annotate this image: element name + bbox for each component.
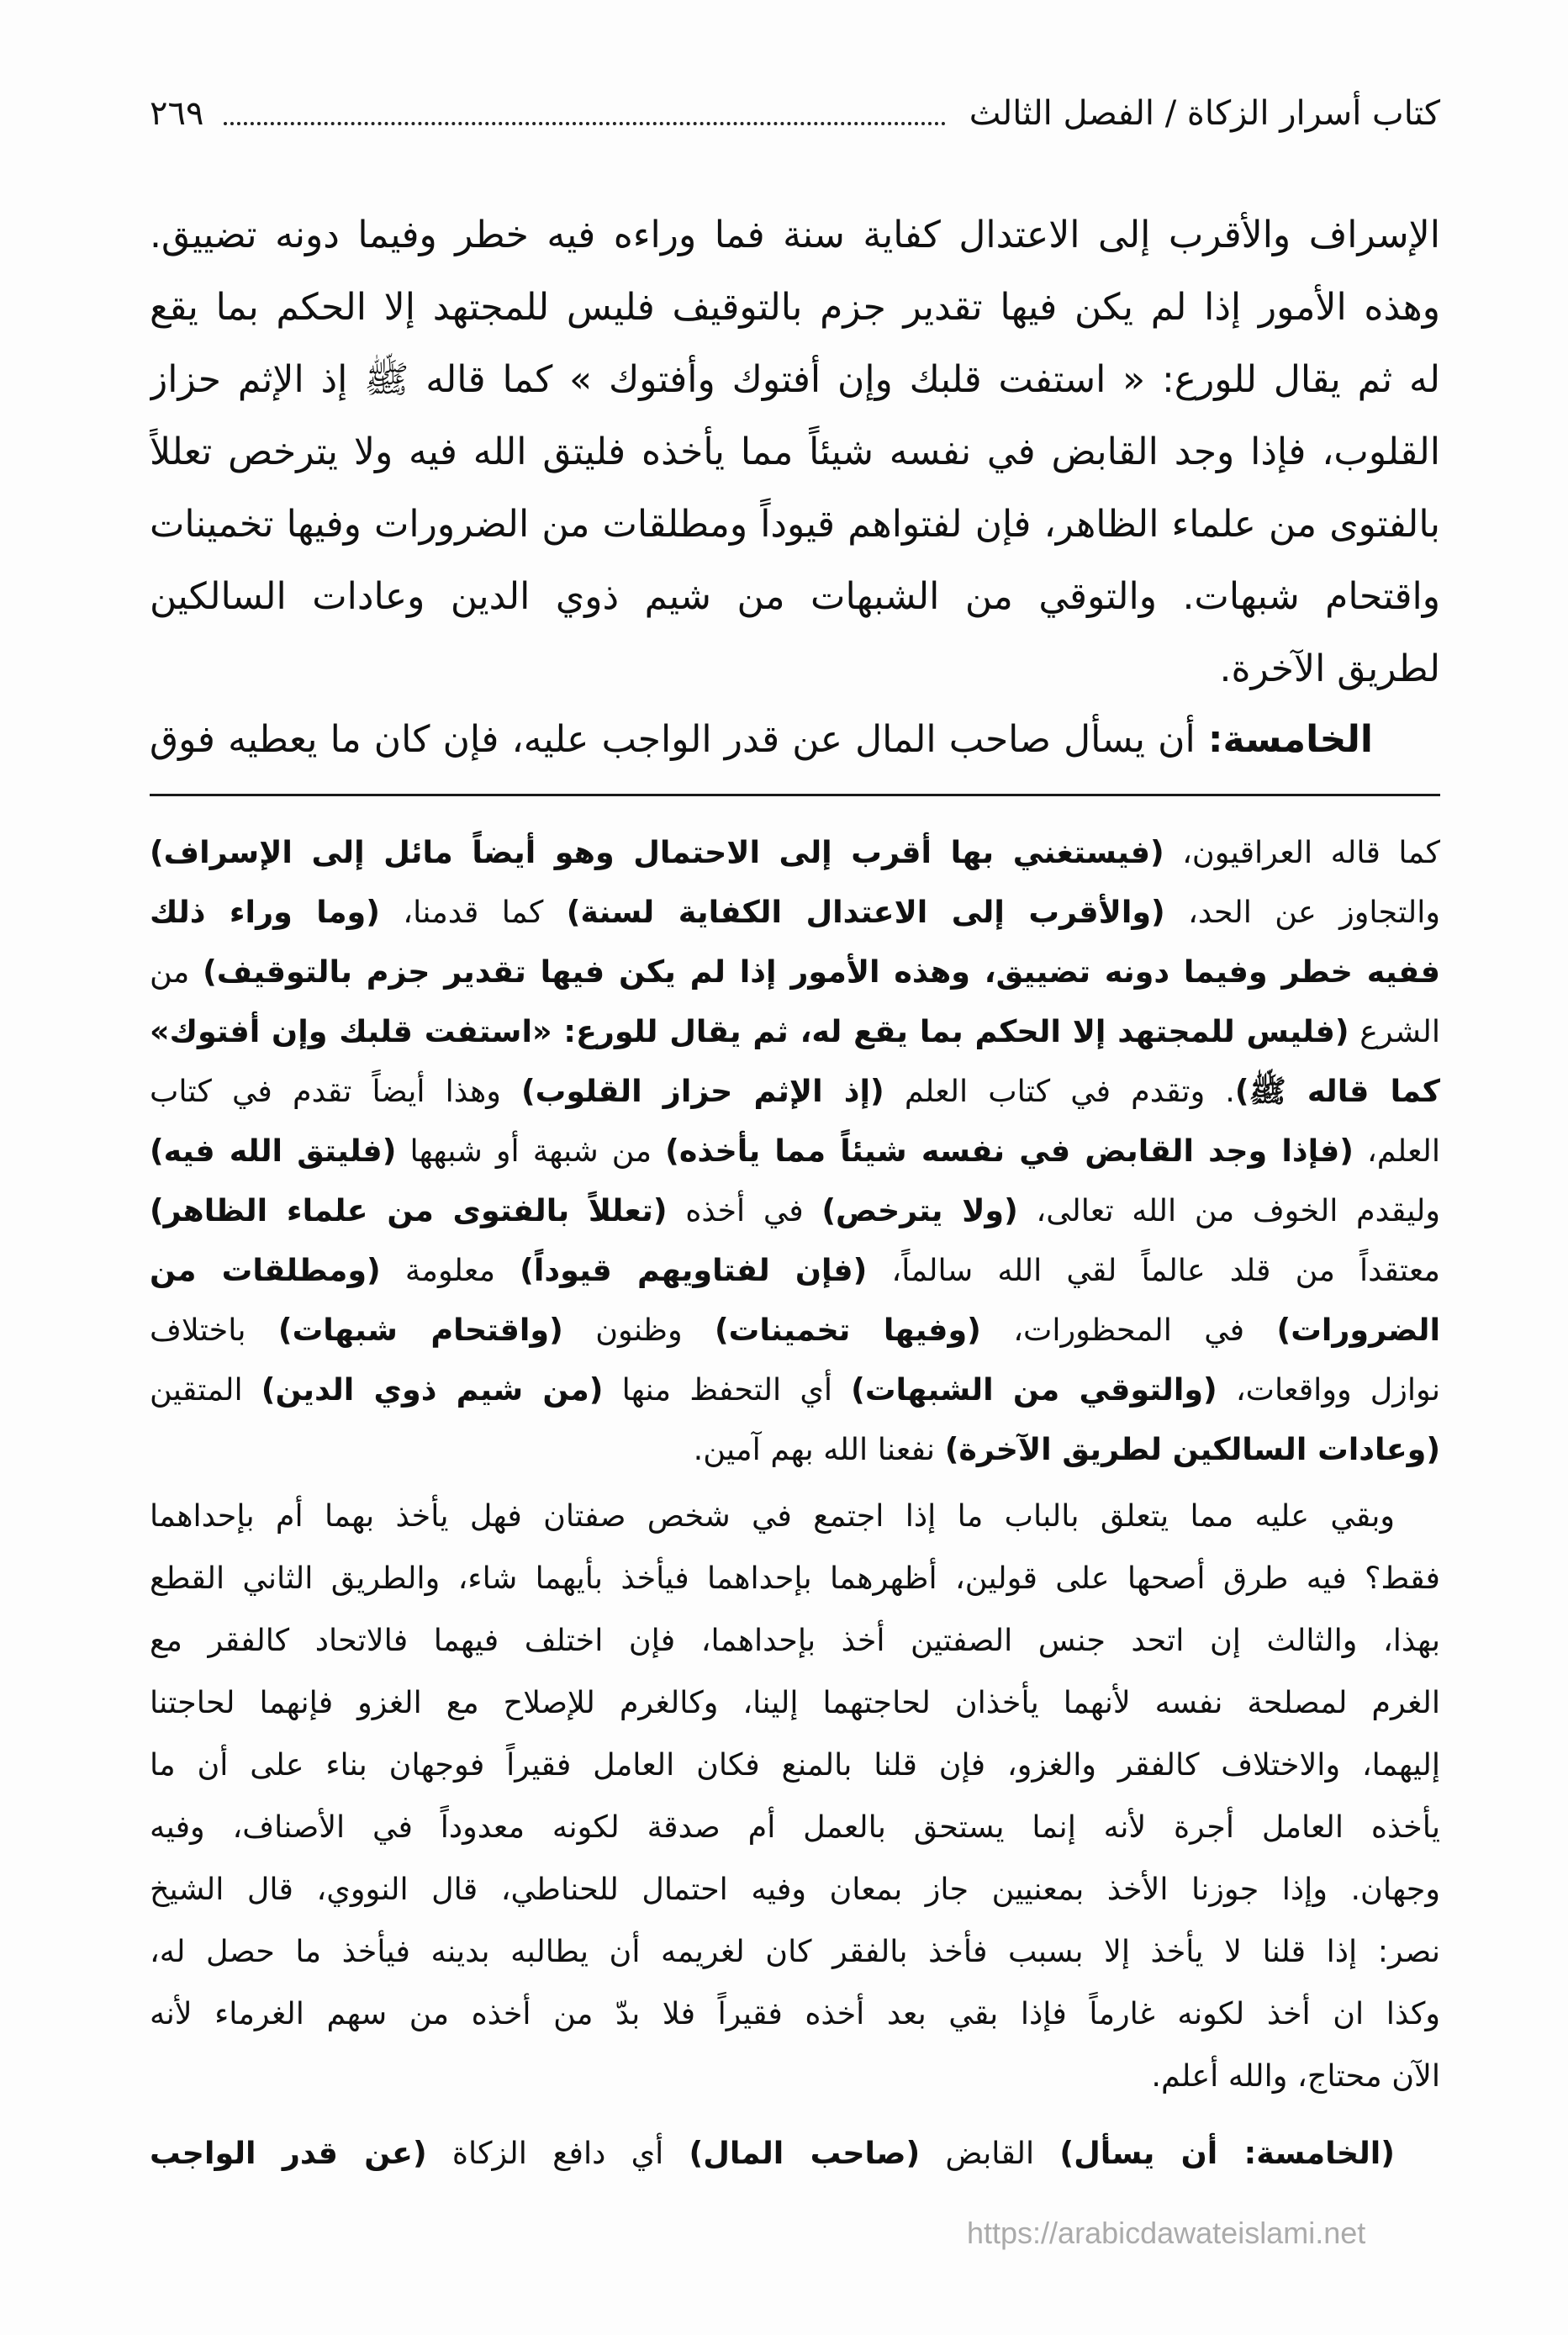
- bold-quoted-text: (فليس للمجتهد إلا الحكم بما يقع له، ثم يقال للورع: «استفت قلبك وإن أفتوك»: [150, 1013, 1349, 1049]
- bold-quoted-text: (من شيم ذوي الدين): [261, 1371, 604, 1408]
- commentary-paragraph: [150, 822, 1440, 1479]
- bold-quoted-text: (فإذا وجد القابض في نفسه شيئاً مما يأخذه): [665, 1133, 1354, 1169]
- text-line: [150, 561, 1440, 633]
- text-segment: نصر: إذا قلنا لا يأخذ إلا بسبب فأخذ بالفقر كان لغريمه أن يطالبه بدينه فيأخذ ما حصل له،: [150, 1933, 1440, 1969]
- footnote-separator: [150, 794, 1440, 796]
- text-line: [150, 2122, 1440, 2184]
- text-line: [150, 1609, 1440, 1672]
- bold-quoted-text: (صاحب المال): [689, 2135, 921, 2171]
- text-line: [150, 704, 1440, 776]
- text-line: [150, 416, 1440, 489]
- text-line: [150, 1547, 1440, 1609]
- text-line: [150, 1796, 1440, 1858]
- text-line: [150, 2045, 1440, 2107]
- text-line: [150, 1001, 1440, 1061]
- text-segment: القلوب، فإذا وجد القابض في نفسه شيئاً مما يأخذه فليتق الله فيه ولا يترخص تعللاً: [150, 431, 1440, 473]
- text-segment: بالفتوى من علماء الظاهر، فإن لفتواهم قيوداً ومطلقات من الضرورات وفيها تخمينات: [150, 503, 1440, 546]
- text-segment: من: [150, 954, 203, 990]
- main-paragraph: [150, 704, 1440, 776]
- text-line: [150, 272, 1440, 344]
- text-segment: بهذا، والثالث إن اتحد جنس الصفتين أخذ بإحداهما، فإن اختلف فيهما فالاتحاد كالفقر مع: [150, 1622, 1440, 1658]
- text-line: [150, 489, 1440, 561]
- text-segment: وكذا ان أخذ لكونه غارماً فإذا بقي بعد أخذه فقيراً فلا بدّ من أخذه من سهم الغرماء لأنه: [150, 1995, 1440, 2031]
- bold-quoted-text: كما قاله ﷺ): [1234, 1073, 1440, 1109]
- bold-quoted-text: (وما وراء ذلك: [150, 894, 380, 930]
- running-header: [150, 84, 1440, 143]
- text-segment: . وتقدم في كتاب العلم: [884, 1073, 1235, 1109]
- bold-quoted-text: (الخامسة: أن يسأل): [1059, 2135, 1395, 2171]
- bold-quoted-text: الضرورات): [1276, 1312, 1440, 1348]
- text-segment: الشرع: [1349, 1013, 1440, 1049]
- bold-quoted-text: (تعللاً بالفتوى من علماء الظاهر): [150, 1192, 668, 1228]
- text-segment: فقط؟ فيه طرق أصحها على قولين، أظهرهما بإحداهما فيأخذ بأيهما شاء، والطريق الثاني القطع: [150, 1560, 1440, 1596]
- text-segment: نفعنا الله بهم آمين.: [693, 1431, 945, 1467]
- text-line: [150, 1121, 1440, 1181]
- bold-quoted-text: (عن قدر الواجب: [150, 2135, 427, 2171]
- text-segment: وهذا أيضاً تقدم في كتاب: [150, 1073, 521, 1109]
- text-line: [150, 1181, 1440, 1240]
- text-line: [150, 344, 1440, 416]
- text-line: [150, 1485, 1440, 1547]
- commentary-paragraph: [150, 1485, 1440, 2107]
- text-segment: كما قدمنا،: [379, 894, 567, 930]
- text-segment: وظنون: [562, 1312, 715, 1348]
- bold-quoted-text: (واقتحام شبهات): [277, 1312, 563, 1348]
- text-line: [150, 1858, 1440, 1920]
- text-line: [150, 633, 1440, 705]
- watermark-url: https://arabicdawateislami.net: [967, 2216, 1366, 2250]
- bold-quoted-text: ففيه خطر وفيما دونه تضييق، وهذه الأمور إذا لم يكن فيها تقدير جزم بالتوقيف): [203, 954, 1440, 990]
- text-segment: معلومة: [380, 1252, 520, 1288]
- text-segment: إليهما، والاختلاف كالفقر والغزو، فإن قلنا بالمنع فكان العامل فقيراً فوجهان بناء على أن ما: [150, 1746, 1440, 1783]
- text-line: [150, 1983, 1440, 2045]
- bold-quoted-text: (والأقرب إلى الاعتدال الكفاية لسنة): [566, 894, 1165, 930]
- text-segment: المتقين: [150, 1371, 261, 1408]
- text-segment: وهذه الأمور إذا لم يكن فيها تقدير جزم بالتوقيف فليس للمجتهد إلا الحكم بما يقع: [150, 286, 1440, 329]
- text-line: [150, 1240, 1440, 1300]
- text-segment: الغرم لمصلحة نفسه لأنهما يأخذان لحاجتهما إلينا، وكالغرم للإصلاح مع الغزو فإنهما لحاجتنا: [150, 1684, 1440, 1720]
- text-line: [150, 199, 1440, 272]
- commentary-paragraph: [150, 2122, 1440, 2184]
- text-line: [150, 1061, 1440, 1121]
- text-segment: باختلاف: [150, 1312, 278, 1348]
- chapter-title: كتاب أسرار الزكاة / الفصل الثالث: [969, 94, 1440, 133]
- text-line: [150, 1360, 1440, 1419]
- bold-quoted-text: (ومطلقات من: [150, 1252, 381, 1288]
- text-line: [150, 1300, 1440, 1360]
- bold-quoted-text: الخامسة:: [1207, 718, 1373, 761]
- bold-quoted-text: (وعادات السالكين لطريق الآخرة): [944, 1431, 1440, 1467]
- text-segment: الآن محتاج، والله أعلم.: [1151, 2058, 1440, 2094]
- text-line: [150, 882, 1440, 942]
- text-segment: نوازل وواقعات،: [1217, 1371, 1440, 1408]
- text-segment: في المحظورات،: [980, 1312, 1277, 1348]
- text-segment: أن يسأل صاحب المال عن قدر الواجب عليه، فإن كان ما يعطيه فوق: [150, 718, 1208, 761]
- text-segment: العلم،: [1353, 1133, 1440, 1169]
- text-segment: وجهان. وإذا جوزنا الأخذ بمعنيين جاز بمعان وفيه احتمال للحناطي، قال النووي، قال الشيخ: [150, 1871, 1440, 1907]
- bold-quoted-text: (فإن لفتاويهم قيوداً): [520, 1252, 868, 1288]
- main-paragraph: [150, 199, 1440, 705]
- text-line: [150, 822, 1440, 882]
- text-segment: معتقداً من قلد عالماً لقي الله سالماً،: [867, 1252, 1440, 1288]
- text-segment: والتجاوز عن الحد،: [1164, 894, 1440, 930]
- text-segment: وبقي عليه مما يتعلق بالباب ما إذا اجتمع في شخص صفتان فهل يأخذ بهما أم بإحداهما: [150, 1498, 1395, 1534]
- text-segment: أي دافع الزكاة: [426, 2135, 689, 2171]
- page-number: ٢٦٩: [150, 94, 204, 133]
- text-segment: أي التحفظ منها: [603, 1371, 852, 1408]
- text-line: [150, 1920, 1440, 1983]
- text-line: [150, 1419, 1440, 1479]
- bold-quoted-text: (ولا يترخص): [821, 1192, 1018, 1228]
- text-segment: له ثم يقال للورع: « استفت قلبك وإن أفتوك وأفتوك » كما قاله ﷺ إذ الإثم حزاز: [150, 358, 1440, 401]
- text-segment: وليقدم الخوف من الله تعالى،: [1017, 1192, 1440, 1228]
- text-segment: في أخذه: [667, 1192, 822, 1228]
- text-segment: واقتحام شبهات. والتوقي من الشبهات من شيم ذوي الدين وعادات السالكين: [150, 575, 1440, 618]
- text-line: [150, 1672, 1440, 1734]
- bold-quoted-text: (والتوقي من الشبهات): [851, 1371, 1217, 1408]
- bold-quoted-text: (فليتق الله فيه): [150, 1133, 397, 1169]
- text-line: [150, 942, 1440, 1001]
- text-line: [150, 1734, 1440, 1796]
- text-segment: الإسراف والأقرب إلى الاعتدال كفاية سنة فما وراءه فيه خطر وفيما دونه تضييق.: [150, 214, 1440, 256]
- text-segment: القابض: [920, 2135, 1060, 2171]
- bold-quoted-text: (إذ الإثم حزاز القلوب): [520, 1073, 884, 1109]
- bold-quoted-text: (وفيها تخمينات): [714, 1312, 981, 1348]
- bold-quoted-text: (فيستغني بها أقرب إلى الاحتمال وهو أيضاً مائل إلى الإسراف): [150, 834, 1164, 870]
- dot-leader: [224, 122, 945, 125]
- text-segment: من شبهة أو شبهها: [396, 1133, 666, 1169]
- text-segment: لطريق الآخرة.: [1219, 647, 1440, 690]
- text-segment: كما قاله العراقيون،: [1164, 834, 1440, 870]
- text-segment: يأخذه العامل أجرة لأنه إنما يستحق بالعمل أم صدقة لكونه معدوداً في الأصناف، وفيه: [150, 1809, 1440, 1845]
